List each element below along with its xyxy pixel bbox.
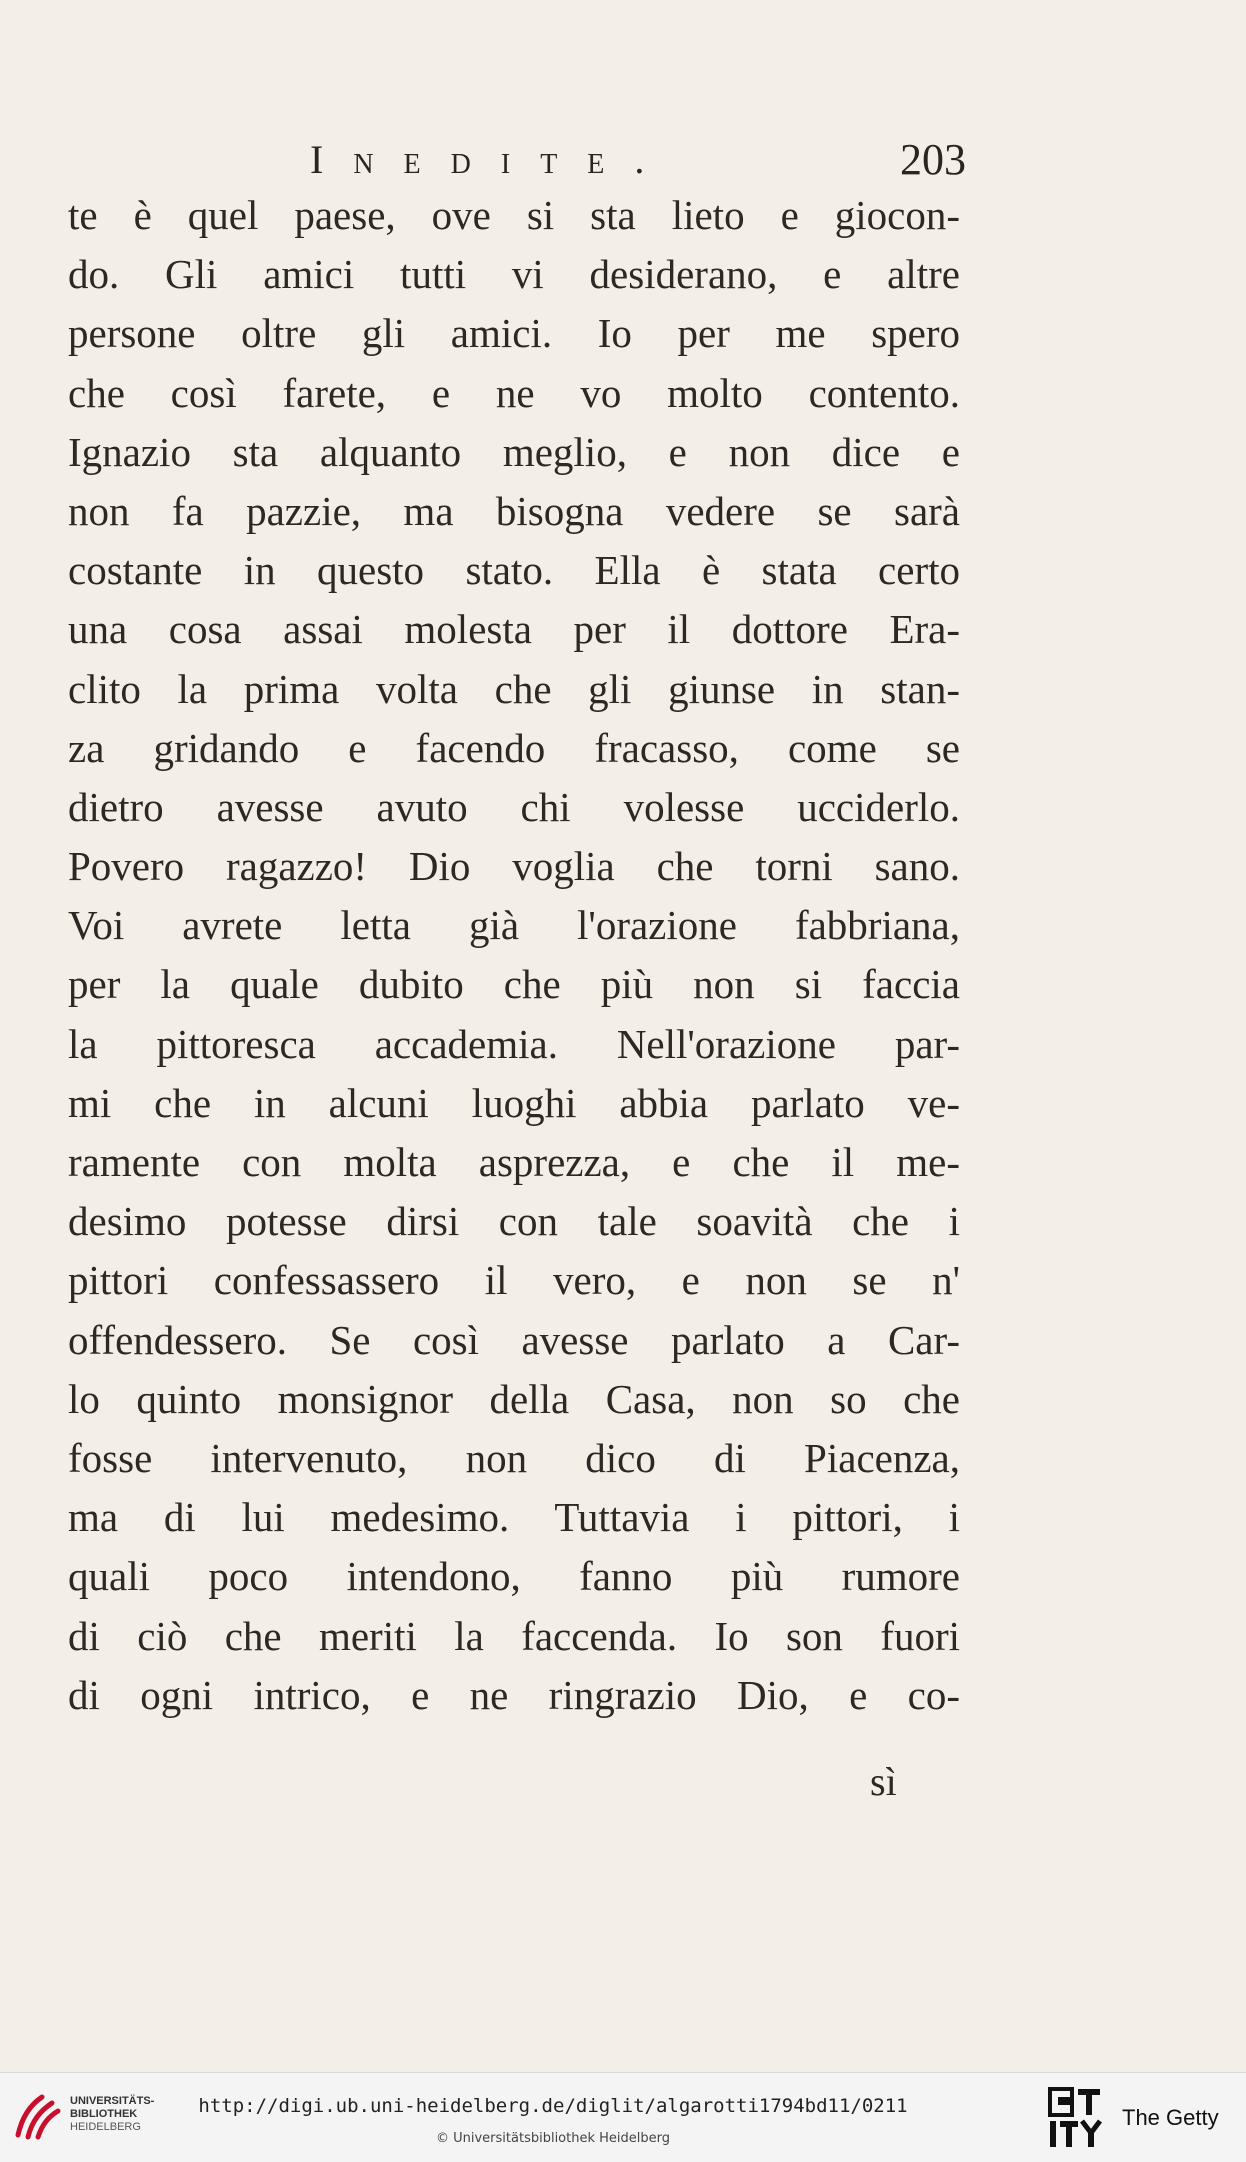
text-line: pittori confessassero il vero, e non se n' <box>68 1257 960 1304</box>
text-line: fosse intervenuto, non dico di Piacenza, <box>68 1434 960 1481</box>
text-line: di ogni intrico, e ne ringrazio Dio, e co- <box>68 1671 960 1718</box>
text-line: do. Gli amici tutti vi desiderano, e altre <box>68 251 960 298</box>
text-line: lo quinto monsignor della Casa, non so che <box>68 1375 960 1422</box>
text-line: persone oltre gli amici. Io per me spero <box>68 310 960 357</box>
text-line: desimo potesse dirsi con tale soavità che i <box>68 1198 960 1245</box>
text-line: Ignazio sta alquanto meglio, e non dice e <box>68 428 960 475</box>
page-number: 203 <box>900 135 966 184</box>
text-line: Povero ragazzo! Dio voglia che torni sano. <box>68 843 960 890</box>
text-line: ramente con molta asprezza, e che il me- <box>68 1139 960 1185</box>
text-line: una cosa assai molesta per il dottore Era- <box>68 606 960 653</box>
text-line: non fa pazzie, ma bisogna vedere se sarà <box>68 487 960 534</box>
text-line: ma di lui medesimo. Tuttavia i pittori, i <box>68 1494 960 1541</box>
text-line: za gridando e facendo fracasso, come se <box>68 724 960 771</box>
copyright-text: © Universitätsbibliothek Heidelberg <box>435 2131 670 2146</box>
partner-name[interactable]: The Getty <box>1122 2105 1219 2130</box>
text-line: clito la prima volta che gli giunse in stan- <box>68 665 960 712</box>
text-line: per la quale dubito che più non si faccia <box>68 961 960 1008</box>
text-line: di ciò che meriti la faccenda. Io son fuori <box>68 1612 960 1659</box>
text-line: costante in questo stato. Ella è stata certo <box>68 547 960 594</box>
text-line: che così farete, e ne vo molto contento. <box>68 369 960 416</box>
text-line: offendessero. Se così avesse parlato a Car- <box>68 1316 960 1363</box>
getty-logo-icon[interactable] <box>1048 2087 1102 2149</box>
library-name-line: HEIDELBERG <box>70 2121 141 2133</box>
text-line: dietro avesse avuto chi volesse ucciderlo. <box>68 783 960 830</box>
text-line: Voi avrete letta già l'orazione fabbriana, <box>68 902 960 949</box>
catchword: sì <box>870 1759 897 1804</box>
body-text <box>68 186 960 1725</box>
text-line: quali poco intendono, fanno più rumore <box>68 1553 960 1600</box>
running-head: Inedite. <box>310 137 675 182</box>
text-line: te è quel paese, ove si sta lieto e giocon- <box>68 192 960 238</box>
viewer-footer <box>0 2072 1246 2162</box>
library-name-line: BIBLIOTHEK <box>70 2108 138 2120</box>
text-line: la pittoresca accademia. Nell'orazione par- <box>68 1020 960 1067</box>
text-line: mi che in alcuni luoghi abbia parlato ve- <box>68 1079 960 1126</box>
library-name-line: UNIVERSITÄTS- <box>70 2095 155 2107</box>
permalink-link[interactable]: http://digi.ub.uni-heidelberg.de/diglit/algarotti1794bd11/0211 <box>198 2095 908 2117</box>
